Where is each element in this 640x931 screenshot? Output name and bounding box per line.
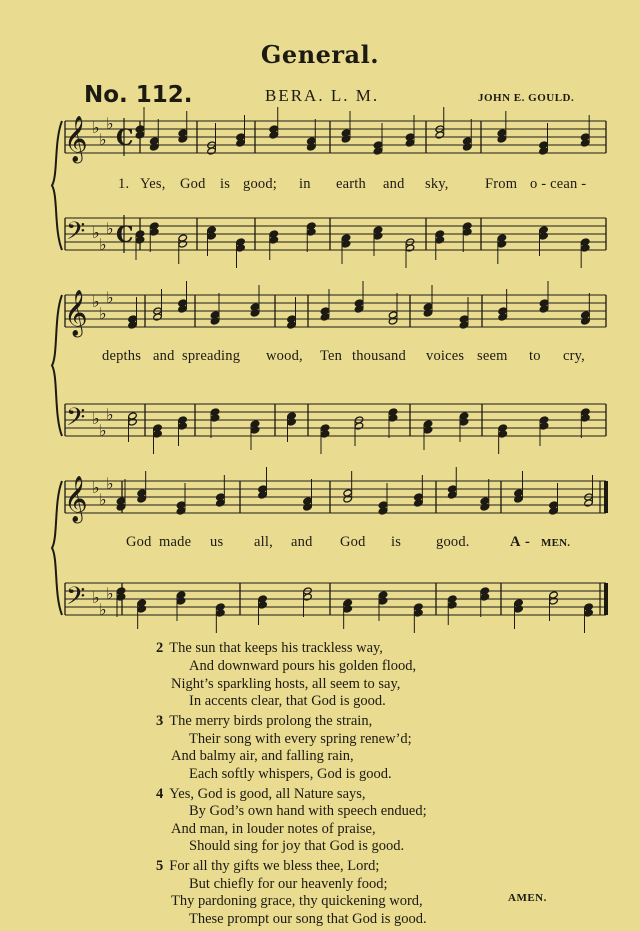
note-head (207, 147, 216, 155)
note-head (307, 143, 316, 151)
lyric-syllable: seem (477, 348, 508, 364)
verse-number: 2 (156, 640, 164, 656)
note-head (378, 507, 387, 515)
note-head (236, 244, 245, 252)
common-time-icon: C (116, 125, 134, 151)
verse-line: But chiefly for our heavenly food; (189, 876, 388, 892)
note-head (435, 131, 444, 139)
verse-number: 3 (156, 713, 164, 729)
lyric-syllable: o - cean - (530, 176, 587, 192)
treble-clef-icon: 𝄞 (64, 476, 88, 522)
flat-icon: ♭ (99, 600, 107, 619)
lyric-syllable: earth (336, 176, 366, 192)
note-head (210, 414, 219, 422)
tune-name: BERA. L. M. (265, 86, 380, 105)
flat-icon: ♭ (92, 118, 100, 137)
lyric-syllable: Ten (320, 348, 343, 364)
note-head (341, 240, 350, 248)
lyric-syllable: MEN. (541, 537, 571, 549)
verse-line: Thy pardoning grace, thy quickening word, (171, 893, 423, 909)
common-time-icon: C (116, 222, 134, 248)
lyric-syllable: us (210, 534, 224, 550)
bass-clef-icon: 𝄢 (66, 403, 86, 438)
lyric-syllable: From (485, 176, 518, 192)
lyric-syllable: God (340, 534, 366, 550)
note-head (423, 426, 432, 434)
system-brace (52, 295, 62, 436)
flat-icon: ♭ (92, 292, 100, 311)
verse-line: Should sing for joy that God is good. (189, 838, 405, 854)
note-head (581, 414, 590, 422)
note-head (153, 430, 162, 438)
note-head (373, 232, 382, 240)
verse-line: In accents clear, that God is good. (189, 693, 386, 709)
note-head (250, 309, 259, 317)
note-head (580, 139, 589, 147)
bass-clef-icon: 𝄢 (66, 582, 86, 617)
note-head (128, 321, 137, 329)
note-head (514, 605, 523, 613)
note-head (354, 422, 363, 430)
lyric-syllable: good; (243, 176, 278, 192)
verse-number: 4 (156, 786, 164, 802)
note-head (150, 143, 159, 151)
note-head (480, 503, 489, 511)
note-head (176, 507, 185, 515)
note-head (137, 605, 146, 613)
verse-line: Their song with every spring renew’d; (189, 731, 412, 747)
lyric-syllable: to (529, 348, 541, 364)
note-head (459, 321, 468, 329)
note-head (388, 414, 397, 422)
note-head (405, 139, 414, 147)
lyric-syllable: cry, (563, 348, 585, 364)
lyric-syllable: - (525, 534, 531, 550)
note-head (581, 317, 590, 325)
note-head (178, 305, 187, 313)
note-head (448, 491, 457, 499)
note-head (303, 503, 312, 511)
flat-icon: ♭ (99, 235, 107, 254)
flat-icon: ♭ (99, 130, 107, 149)
note-head (388, 317, 397, 325)
flat-icon: ♭ (106, 405, 114, 424)
system-brace (52, 481, 62, 615)
system-brace (52, 121, 62, 250)
treble-clef-icon: 𝄞 (64, 116, 88, 162)
lyric-syllable: Yes, (140, 176, 166, 192)
note-head (287, 321, 296, 329)
lyric-syllable: wood, (266, 348, 303, 364)
flat-icon: ♭ (106, 288, 114, 307)
verse-line: And downward pours his golden flood, (189, 658, 417, 674)
composer: JOHN E. GOULD. (478, 92, 575, 104)
note-head (539, 422, 548, 430)
bass-clef-icon: 𝄢 (66, 217, 86, 252)
note-head (414, 609, 423, 617)
verse-line: 5 For all thy gifts we bless thee, Lord; (156, 858, 380, 874)
verse-line: And balmy air, and falling rain, (171, 748, 354, 764)
note-head (341, 135, 350, 143)
note-head (498, 313, 507, 321)
note-head (539, 232, 548, 240)
note-head (463, 228, 472, 236)
lyric-syllable: God (126, 534, 152, 550)
lyric-syllable: good. (436, 534, 470, 550)
verse-line: 2 The sun that keeps his trackless way, (156, 640, 383, 656)
flat-icon: ♭ (92, 223, 100, 242)
flat-icon: ♭ (106, 114, 114, 133)
amen-label: AMEN. (508, 892, 547, 904)
note-head (258, 491, 267, 499)
note-head (287, 418, 296, 426)
note-head (580, 244, 589, 252)
note-head (373, 147, 382, 155)
flat-icon: ♭ (106, 584, 114, 603)
treble-clef-icon: 𝄞 (64, 290, 88, 336)
note-head (549, 597, 558, 605)
section-title: General. (260, 40, 380, 69)
lyric-syllable: depths (102, 348, 142, 364)
note-head (549, 507, 558, 515)
lyric-syllable: voices (426, 348, 465, 364)
note-head (423, 309, 432, 317)
lyric-syllable: thousand (352, 348, 406, 364)
verse-line: 3 The merry birds prolong the strain, (156, 713, 373, 729)
note-head (497, 135, 506, 143)
lyric-syllable: spreading (182, 348, 241, 364)
lyric-syllable: is (220, 176, 231, 192)
note-head (258, 601, 267, 609)
note-head (320, 430, 329, 438)
verse-line: Each softly whispers, God is good. (189, 766, 392, 782)
note-head (135, 236, 144, 244)
note-head (459, 418, 468, 426)
flat-icon: ♭ (106, 474, 114, 493)
flat-icon: ♭ (99, 304, 107, 323)
note-head (405, 244, 414, 252)
note-head (584, 499, 593, 507)
lyric-syllable: A (510, 534, 521, 550)
flat-icon: ♭ (106, 219, 114, 238)
note-head (539, 305, 548, 313)
note-head (128, 418, 137, 426)
note-head (116, 593, 125, 601)
note-head (354, 305, 363, 313)
lyric-syllable: and (383, 176, 405, 192)
note-head (463, 143, 472, 151)
verse-line: Night’s sparkling hosts, all seem to say, (171, 676, 401, 692)
flat-icon: ♭ (92, 409, 100, 428)
note-head (135, 131, 144, 139)
note-head (343, 495, 352, 503)
note-head (584, 609, 593, 617)
verse-line: By God’s own hand with speech endued; (189, 803, 427, 819)
note-head (539, 147, 548, 155)
note-head (307, 228, 316, 236)
note-head (498, 430, 507, 438)
note-head (435, 236, 444, 244)
note-head (207, 232, 216, 240)
note-head (137, 495, 146, 503)
note-head (514, 495, 523, 503)
lyric-syllable: sky, (425, 176, 449, 192)
note-head (216, 499, 225, 507)
note-head (216, 609, 225, 617)
lyric-syllable: 1. (118, 176, 130, 192)
flat-icon: ♭ (92, 478, 100, 497)
lyric-syllable: God (180, 176, 206, 192)
lyric-syllable: made (159, 534, 192, 550)
note-head (236, 139, 245, 147)
note-head (448, 601, 457, 609)
note-head (343, 605, 352, 613)
lyric-syllable: is (391, 534, 402, 550)
verse-line: And man, in louder notes of praise, (171, 821, 376, 837)
verse-line: These prompt our song that God is good. (189, 911, 427, 927)
flat-icon: ♭ (99, 421, 107, 440)
note-head (480, 593, 489, 601)
note-head (153, 313, 162, 321)
note-head (150, 228, 159, 236)
lyric-syllable: all, (254, 534, 273, 550)
note-head (320, 313, 329, 321)
note-head (178, 135, 187, 143)
note-head (116, 503, 125, 511)
flat-icon: ♭ (99, 490, 107, 509)
note-head (378, 597, 387, 605)
verse-line: 4 Yes, God is good, all Nature says, (156, 786, 366, 802)
note-head (178, 422, 187, 430)
note-head (178, 240, 187, 248)
note-head (269, 236, 278, 244)
note-head (497, 240, 506, 248)
note-head (414, 499, 423, 507)
note-head (250, 426, 259, 434)
note-head (269, 131, 278, 139)
lyric-syllable: and (153, 348, 175, 364)
lyric-syllable: and (291, 534, 313, 550)
verse-number: 5 (156, 858, 164, 874)
lyric-syllable: in (299, 176, 311, 192)
note-head (210, 317, 219, 325)
note-head (303, 593, 312, 601)
flat-icon: ♭ (92, 588, 100, 607)
note-head (176, 597, 185, 605)
hymn-number: No. 112. (84, 82, 193, 108)
